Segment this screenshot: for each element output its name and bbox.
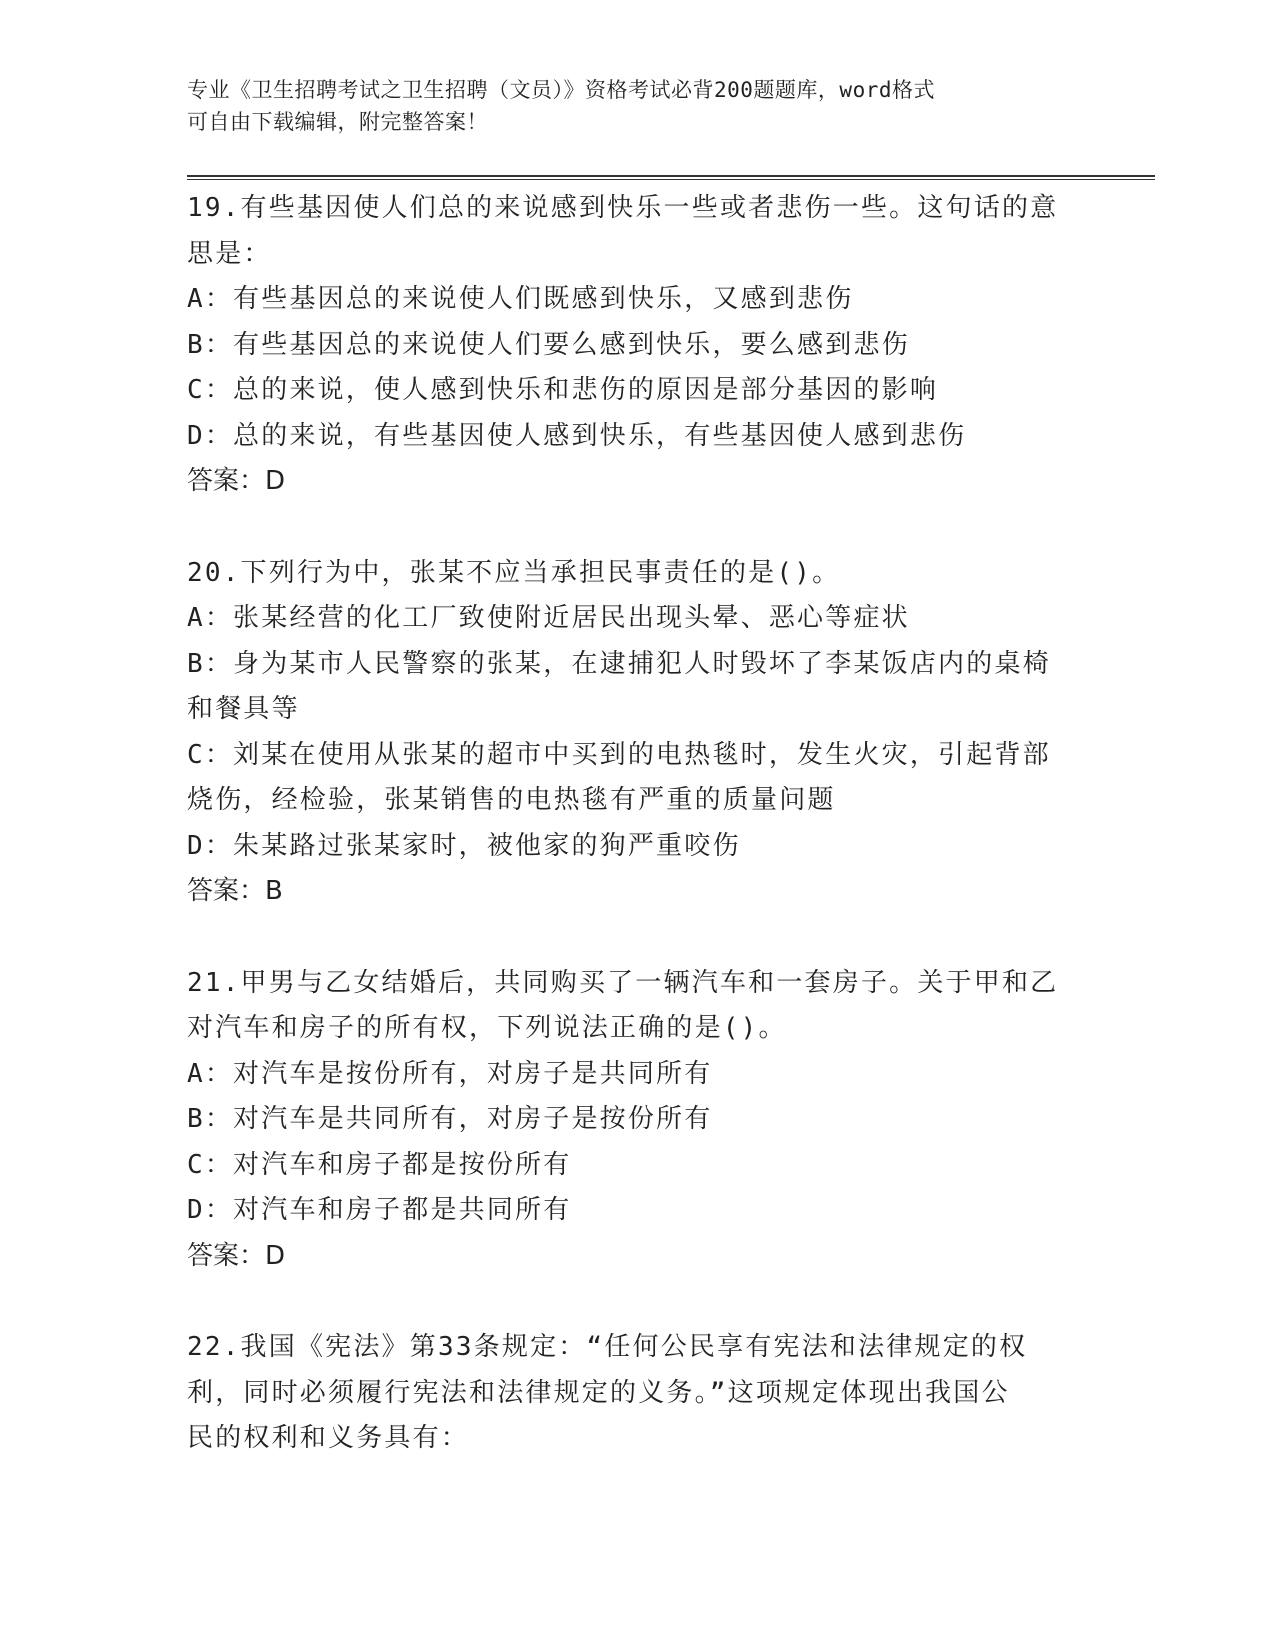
question-stem-line: 22.我国《宪法》第33条规定：“任何公民享有宪法和法律规定的权 (187, 1332, 1028, 1362)
question-stem-line: 21.甲男与乙女结婚后，共同购买了一辆汽车和一套房子。关于甲和乙 (187, 967, 1059, 998)
question-stem-line: 利，同时必须履行宪法和法律规定的义务。”这项规定体现出我国公 (187, 1377, 1010, 1408)
option-a: A：张某经营的化工厂致使附近居民出现头晕、恶心等症状 (187, 603, 910, 633)
document-header (187, 74, 1067, 138)
option-c: C：对汽车和房子都是按份所有 (187, 1149, 572, 1180)
option-d: D：朱某路过张某家时，被他家的狗严重咬伤 (187, 830, 741, 861)
option-c: C：总的来说，使人感到快乐和悲伤的原因是部分基因的影响 (187, 375, 939, 405)
answer-line: 答案：D (187, 466, 286, 496)
question-stem-line: 民的权利和义务具有： (187, 1423, 470, 1453)
option-d: D：对汽车和房子都是共同所有 (187, 1195, 572, 1225)
question-stem-line: 19.有些基因使人们总的来说感到快乐一些或者悲伤一些。这句话的意 (187, 193, 1059, 223)
option-c-continued: 烧伤，经检验，张某销售的电热毯有严重的质量问题 (187, 785, 836, 815)
question-stem-line: 思是： (187, 238, 272, 269)
answer-line: 答案：B (187, 876, 283, 906)
option-a: A：有些基因总的来说使人们既感到快乐，又感到悲伤 (187, 284, 854, 314)
header-line-2: 可自由下载编辑，附完整答案！ (187, 110, 488, 134)
question-21 (187, 961, 1087, 1280)
option-a: A：对汽车是按份所有，对房子是共同所有 (187, 1058, 713, 1089)
option-b-continued: 和餐具等 (187, 694, 300, 724)
question-list (187, 186, 1087, 1508)
answer-line: 答案：D (187, 1240, 286, 1271)
question-stem-line: 20.下列行为中，张某不应当承担民事责任的是()。 (187, 557, 841, 588)
question-22 (187, 1325, 1087, 1462)
header-divider (187, 175, 1155, 180)
question-20 (187, 551, 1087, 915)
option-b: B：对汽车是共同所有，对房子是按份所有 (187, 1104, 713, 1134)
option-b: B：身为某市人民警察的张某，在逮捕犯人时毁坏了李某饭店内的桌椅 (187, 648, 1051, 679)
question-19 (187, 186, 1087, 505)
header-line-1: 专业《卫生招聘考试之卫生招聘（文员）》资格考试必背200题题库，word格式 (187, 78, 935, 102)
option-d: D：总的来说，有些基因使人感到快乐，有些基因使人感到悲伤 (187, 420, 967, 451)
option-b: B：有些基因总的来说使人们要么感到快乐，要么感到悲伤 (187, 329, 910, 360)
question-stem-line: 对汽车和房子的所有权，下列说法正确的是()。 (187, 1013, 787, 1043)
option-c: C：刘某在使用从张某的超市中买到的电热毯时，发生火灾，引起背部 (187, 739, 1051, 770)
